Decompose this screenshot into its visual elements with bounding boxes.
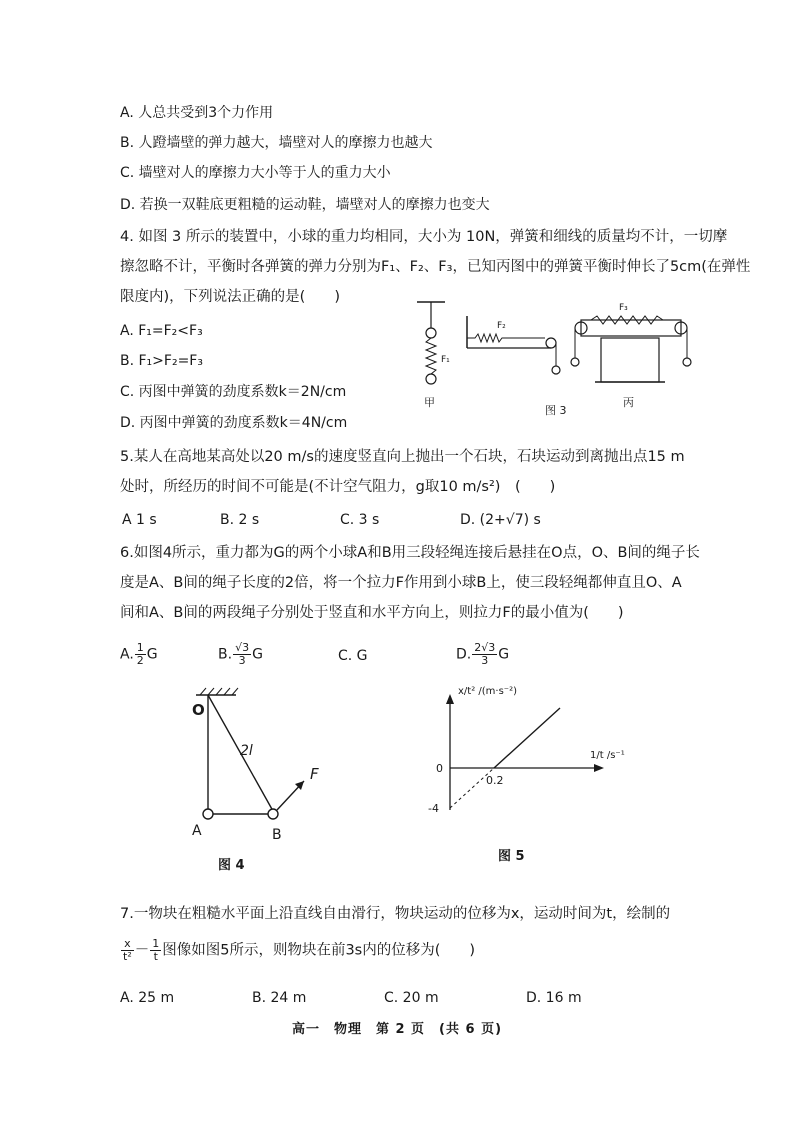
- q5-option-b: B. 2 s: [220, 512, 260, 528]
- q3-option-a: A. 人总共受到3个力作用: [120, 105, 274, 121]
- rope-length-label: 2l: [240, 743, 253, 759]
- q6-option-a-num: 1: [136, 641, 144, 654]
- q4-option-d: D. 丙图中弹簧的劲度系数k＝4N/cm: [120, 415, 348, 431]
- origin-label: 0: [436, 762, 443, 775]
- figure-3-jia: [417, 302, 450, 409]
- bing-label: 丙: [623, 396, 634, 409]
- q6-option-d: [456, 642, 509, 667]
- q4-option-a: A. F₁=F₂<F₃: [120, 323, 203, 339]
- jia-label: 甲: [424, 396, 435, 409]
- ball-b: [268, 809, 278, 819]
- q7-stem-line2-wrap: [120, 938, 475, 963]
- q6-option-c: C. G: [338, 648, 368, 664]
- figure-5: [420, 680, 640, 870]
- figure-3-bing: [545, 303, 691, 417]
- y-tick-label: -4: [428, 802, 439, 815]
- q5-option-d: D. (2+√7) s: [460, 512, 541, 528]
- q7-option-d: D. 16 m: [526, 990, 582, 1006]
- ball-a-label: A: [192, 823, 202, 839]
- q6-option-a-den: 2: [136, 654, 144, 667]
- figure-3-label: 图 3: [545, 404, 567, 417]
- f2-label: F₂: [497, 321, 506, 331]
- q6-option-b-suffix: G: [252, 646, 263, 663]
- q7-frac2-den: t: [153, 950, 158, 963]
- q6-option-a-suffix: G: [146, 646, 158, 663]
- figure-4-label: 图 4: [218, 858, 245, 873]
- q7-stem-line2: 图像如图5所示，则物块在前3s内的位移为( ): [162, 942, 476, 959]
- q7-dash: －: [134, 942, 150, 959]
- figure-3: [405, 298, 705, 420]
- q6-option-b: [218, 642, 263, 667]
- q6-option-a: [120, 642, 158, 667]
- q6-option-d-den: 3: [481, 654, 489, 667]
- q6-stem-line1: 6.如图4所示，重力都为G的两个小球A和B用三段轻绳连接后悬挂在O点，O、B间的绳子长: [120, 545, 700, 561]
- q5-stem-line2: 处时，所经历的时间不可能是(不计空气阻力，g取10 m/s²) ( ): [120, 479, 556, 495]
- q7-frac1-num: x: [121, 938, 134, 951]
- f1-label-jia: F₁: [441, 355, 450, 365]
- q3-option-d: D. 若换一双鞋底更粗糙的运动鞋，墙壁对人的摩擦力也变大: [120, 197, 490, 213]
- q5-stem-line1: 5.某人在高地某高处以20 m/s的速度竖直向上抛出一个石块，石块运动到离抛出点15 m: [120, 449, 685, 465]
- q7-option-c: C. 20 m: [384, 990, 439, 1006]
- graph-line: [494, 708, 560, 768]
- q6-stem-line3: 间和A、B间的两段绳子分别处于竖直和水平方向上，则拉力F的最小值为( ): [120, 605, 624, 621]
- q7-stem-line1: 7.一物块在粗糙水平面上沿直线自由滑行，物块运动的位移为x，运动时间为t，绘制的: [120, 906, 671, 922]
- page-footer: 高一 物理 第 2 页 (共 6 页): [291, 1022, 503, 1037]
- q3-option-b: B. 人蹬墙壁的弹力越大，墙壁对人的摩擦力也越大: [120, 135, 433, 151]
- q6-option-d-suffix: G: [498, 646, 510, 663]
- q5-option-c: C. 3 s: [340, 512, 380, 528]
- q7-frac2-num: 1: [152, 937, 160, 950]
- ball-b-label: B: [272, 827, 282, 843]
- q6-stem-line2: 度是A、B间的绳子长度的2倍，将一个拉力F作用到小球B上，使三段轻绳都伸直且O、A: [120, 575, 682, 591]
- q7-option-b: B. 24 m: [252, 990, 307, 1006]
- q4-option-c: C. 丙图中弹簧的劲度系数k＝2N/cm: [120, 384, 347, 400]
- q4-stem-line1: 4. 如图 3 所示的装置中，小球的重力均相同，大小为 10N，弹簧和细线的质量均不计，一切摩: [120, 229, 728, 245]
- q5-option-a: A 1 s: [122, 512, 157, 528]
- q6-option-d-num: 2√3: [474, 641, 496, 654]
- q3-option-c: C. 墙壁对人的摩擦力大小等于人的重力大小: [120, 165, 391, 181]
- x-tick-label: 0.2: [486, 774, 504, 787]
- q4-stem-line3: 限度内)，下列说法正确的是( ): [120, 289, 340, 305]
- point-o-label: O: [192, 701, 205, 719]
- figure-5-label: 图 5: [498, 849, 525, 864]
- q4-stem-line2: 擦忽略不计，平衡时各弹簧的弹力分别为F₁、F₂、F₃，已知丙图中的弹簧平衡时伸长了5cm(在弹性: [120, 259, 751, 275]
- q7-option-a: A. 25 m: [120, 990, 175, 1006]
- y-axis-label: x/t² /(m·s⁻²): [458, 686, 517, 697]
- force-f-label: F: [310, 765, 319, 783]
- figure-4: [180, 685, 360, 875]
- x-axis-label: 1/t /s⁻¹: [590, 750, 625, 761]
- f3-label: F₃: [619, 303, 628, 313]
- q6-option-b-prefix: B.: [218, 646, 233, 663]
- q6-option-b-num: √3: [235, 641, 250, 654]
- ball-a: [203, 809, 213, 819]
- q6-option-a-prefix: A.: [120, 646, 134, 663]
- q6-option-b-den: 3: [238, 654, 246, 667]
- q6-option-d-prefix: D.: [456, 646, 472, 663]
- q4-option-b: B. F₁>F₂=F₃: [120, 353, 203, 369]
- q7-frac1-den: t²: [123, 950, 132, 963]
- figure-3-yi: [467, 316, 560, 374]
